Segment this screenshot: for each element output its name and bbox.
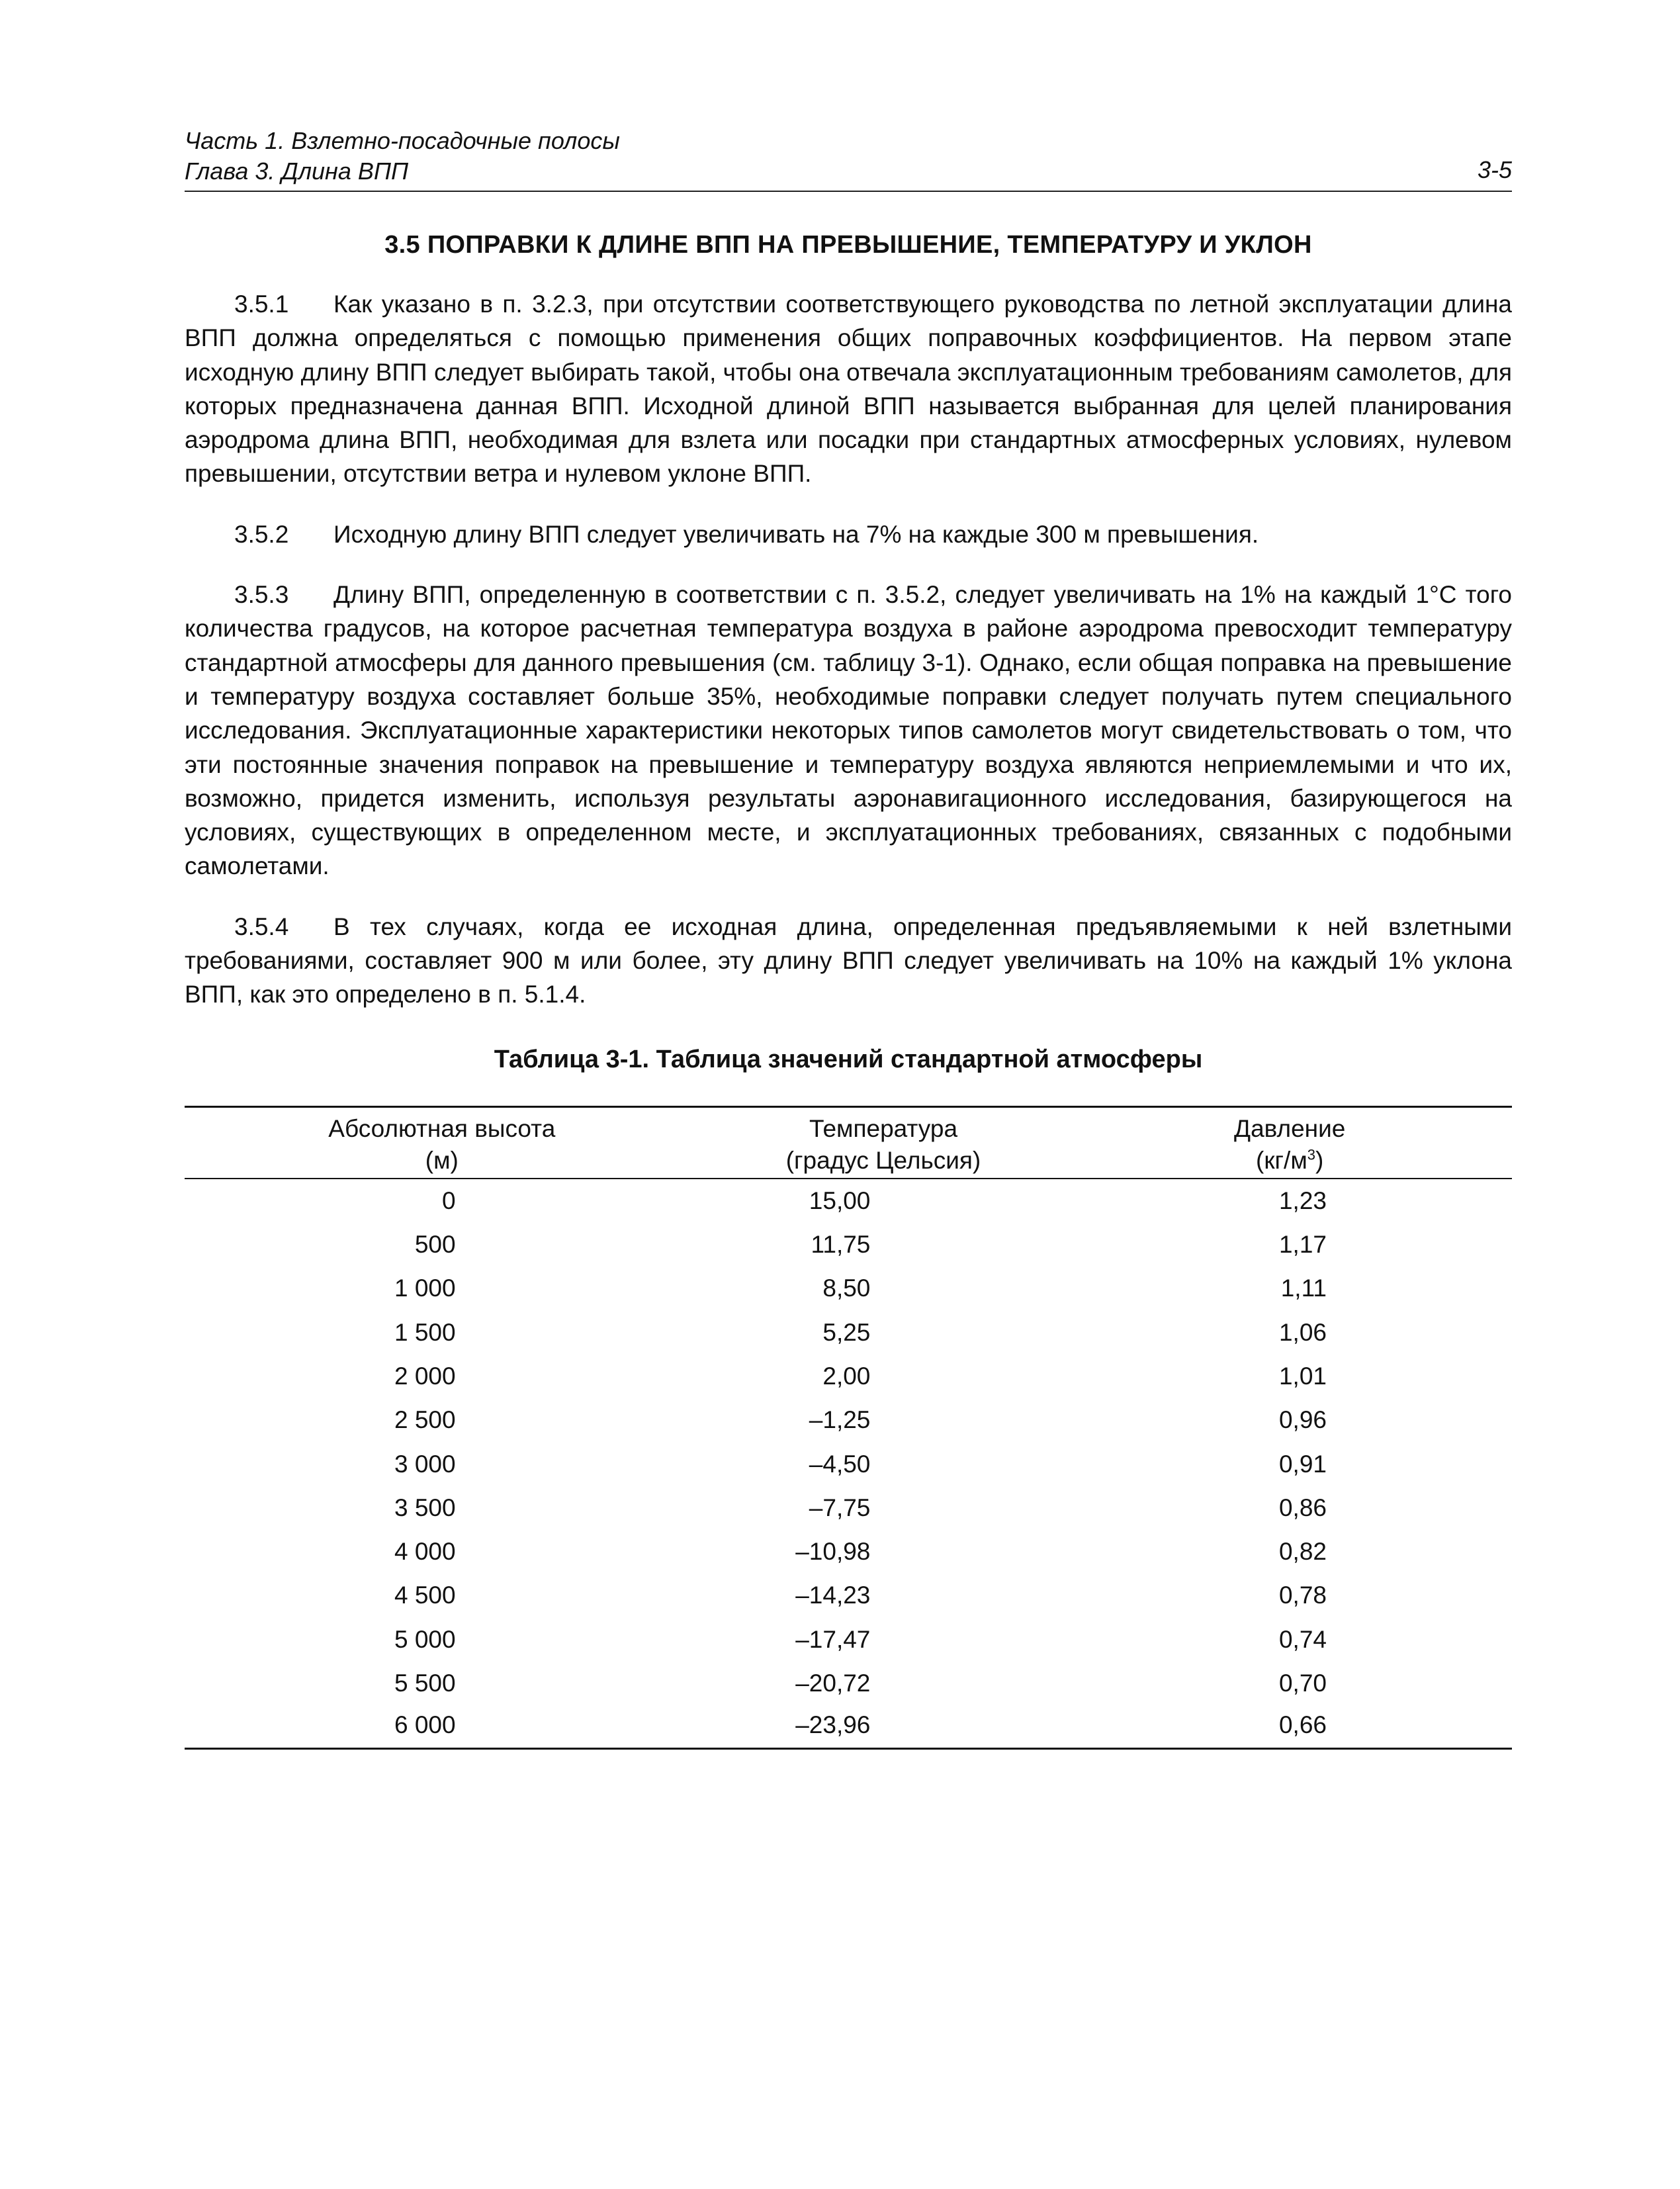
altitude-cell: 4 500 [394, 1582, 456, 1609]
header-part: Часть 1. Взлетно-посадочные полосы [185, 127, 620, 154]
altitude-cell: 1 000 [394, 1274, 456, 1302]
table-title: Таблица 3-1. Таблица значений стандартной атмосферы [494, 1045, 1203, 1073]
temperature-cell: –17,47 [795, 1625, 871, 1653]
temperature-cell: –7,75 [809, 1494, 871, 1521]
temperature-cell: –10,98 [795, 1538, 871, 1566]
header-temperature-title: Температура [809, 1114, 958, 1142]
pressure-cell: 1,01 [1278, 1362, 1327, 1390]
temperature-cell: –20,72 [795, 1670, 871, 1697]
standard-atmosphere-table [185, 1106, 1512, 1750]
temperature-cell: 5,25 [822, 1318, 871, 1346]
unit-base: (кг/м [1256, 1146, 1307, 1174]
paragraph-3-5-4 [185, 910, 1512, 1012]
paragraph-3-5-2 [185, 517, 1512, 551]
pressure-cell: 0,78 [1278, 1582, 1327, 1609]
table-row [185, 1355, 1512, 1398]
paragraph-3-5-1 [185, 287, 1512, 491]
temperature-cell: –4,50 [809, 1450, 871, 1478]
temperature-cell: 8,50 [822, 1274, 871, 1302]
header-chapter: Глава 3. Длина ВПП [185, 157, 409, 185]
table-row [185, 1442, 1512, 1486]
table-row [185, 1179, 1512, 1223]
paragraph-number: 3.5.3 [234, 581, 289, 609]
altitude-cell: 3 000 [394, 1450, 456, 1478]
pressure-cell: 1,23 [1278, 1186, 1327, 1214]
header-altitude-title: Абсолютная высота [328, 1114, 556, 1142]
pressure-cell: 0,70 [1278, 1670, 1327, 1697]
table-row [185, 1267, 1512, 1310]
pressure-cell: 0,66 [1067, 1705, 1512, 1749]
unit-close: ) [1315, 1146, 1324, 1174]
page-number: 3-5 [1477, 156, 1512, 183]
pressure-cell: 1,17 [1278, 1231, 1327, 1259]
header-altitude [185, 1106, 699, 1179]
header-altitude-unit: (м) [425, 1146, 459, 1174]
altitude-cell: 6 000 [185, 1705, 699, 1749]
pressure-cell: 0,91 [1278, 1450, 1327, 1478]
temperature-cell: 11,75 [811, 1231, 871, 1259]
table-body [185, 1179, 1512, 1749]
altitude-cell: 0 [442, 1186, 456, 1214]
paragraph-text: Длину ВПП, определенную в соответствии с п. 3.5.2, следует увеличивать на 1% на каждый 1°С того количества градусов, на которое расчетная температура воздуха в районе аэродрома превосходит температуру стандартной атмосферы для данного превышения (см. таблицу 3-1). Однако, если общая поправка на превышение и температуру воздуха составляет больше 35%, необходимые поправки следует получать путем специального исследования. Эксплуатационные характеристики некоторых типов самолетов могут свидетельствовать о том, что эти постоянные значения поправок на превышение и температуру воздуха являются неприемлемыми и что их, возможно, придется изменить, используя результаты аэронавигационного исследования, базирующегося на условиях, существующих в определенном месте, и эксплуатационных требованиях, связанных с подобными самолетами. [185, 581, 1512, 880]
altitude-cell: 3 500 [394, 1494, 456, 1521]
table-row [185, 1530, 1512, 1574]
document-page [185, 126, 1512, 1750]
table-row [185, 1311, 1512, 1355]
altitude-cell: 500 [414, 1231, 456, 1259]
paragraph-text: В тех случаях, когда ее исходная длина, определенная предъявляемыми к ней взлетными требованиями, составляет 900 м или более, эту длину ВПП следует увеличивать на 10% на каждый 1% уклона ВПП, как это определено в п. 5.1.4. [185, 913, 1512, 1008]
temperature-cell: –23,96 [699, 1705, 1068, 1749]
header-pressure-title: Давление [1234, 1114, 1346, 1142]
pressure-cell: 1,06 [1278, 1318, 1327, 1346]
temperature-cell: 15,00 [809, 1186, 871, 1214]
temperature-cell: –1,25 [809, 1406, 871, 1434]
table-row [185, 1705, 1512, 1749]
altitude-cell: 2 000 [394, 1362, 456, 1390]
altitude-cell: 1 500 [394, 1318, 456, 1346]
temperature-cell: 2,00 [822, 1362, 871, 1390]
paragraph-number: 3.5.1 [234, 290, 289, 318]
table-row [185, 1618, 1512, 1662]
header-pressure [1067, 1106, 1512, 1179]
altitude-cell: 5 000 [394, 1625, 456, 1653]
temperature-cell: –14,23 [795, 1582, 871, 1609]
altitude-cell: 5 500 [394, 1670, 456, 1697]
paragraph-text: Исходную длину ВПП следует увеличивать на 7% на каждые 300 м превышения. [333, 520, 1259, 548]
header-temperature-unit: (градус Цельсия) [785, 1146, 981, 1174]
table-row [185, 1223, 1512, 1267]
pressure-cell: 0,74 [1278, 1625, 1327, 1653]
section-title: 3.5 ПОПРАВКИ К ДЛИНЕ ВПП НА ПРЕВЫШЕНИЕ, ТЕМПЕРАТУРУ И УКЛОН [384, 231, 1312, 259]
pressure-cell: 0,96 [1278, 1406, 1327, 1434]
pressure-cell: 1,11 [1280, 1274, 1327, 1302]
table-row [185, 1398, 1512, 1442]
unit-superscript: 3 [1307, 1146, 1316, 1163]
paragraph-number: 3.5.2 [234, 520, 289, 548]
table-header-row [185, 1106, 1512, 1179]
altitude-cell: 4 000 [394, 1538, 456, 1566]
pressure-cell: 0,82 [1278, 1538, 1327, 1566]
table-row [185, 1662, 1512, 1705]
paragraph-number: 3.5.4 [234, 913, 289, 940]
paragraph-3-5-3 [185, 578, 1512, 883]
table-row [185, 1574, 1512, 1617]
header-pressure-unit [1067, 1145, 1512, 1177]
running-header [185, 126, 1512, 192]
paragraph-text: Как указано в п. 3.2.3, при отсутствии соответствующего руководства по летной эксплуатации длина ВПП должна определяться с помощью применения общих поправочных коэффициентов. На первом этапе исходную длину ВПП следует выбирать такой, чтобы она отвечала эксплуатационным требованиям самолетов, для которых предназначена данная ВПП. Исходной длиной ВПП называется выбранная для целей планирования аэродрома длина ВПП, необходимая для взлета или посадки при стандартных атмосферных условиях, нулевом превышении, отсутствии ветра и нулевом уклоне ВПП. [185, 290, 1512, 488]
table-row [185, 1486, 1512, 1530]
altitude-cell: 2 500 [394, 1406, 456, 1434]
header-temperature [699, 1106, 1068, 1179]
pressure-cell: 0,86 [1278, 1494, 1327, 1521]
